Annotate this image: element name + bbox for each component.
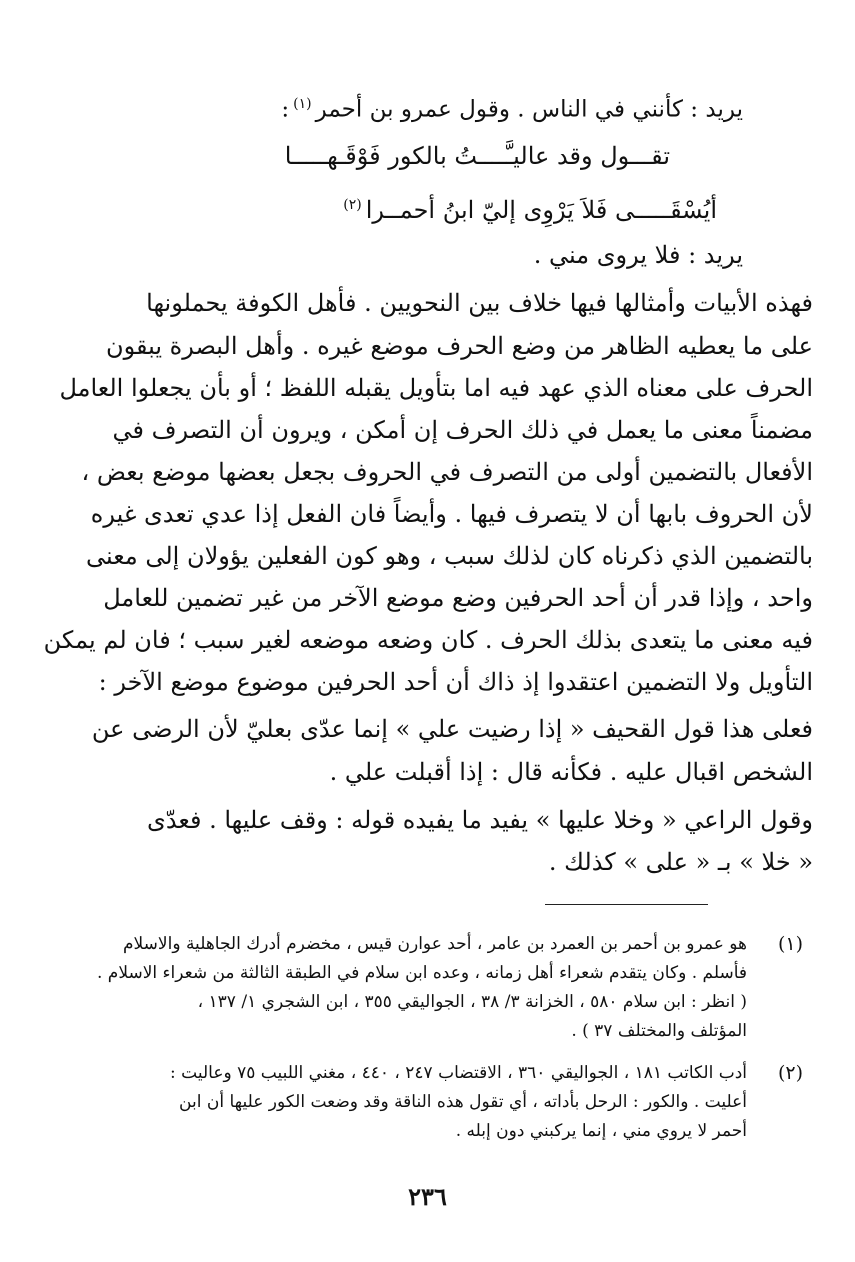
body-line: [106, 330, 813, 362]
footnote-1-line: [97, 961, 747, 985]
body-line-text: بالتضمين الذي ذكرناه كان لذلك سبب ، وهو كون الفعلين يؤولان إلى معنى: [86, 542, 813, 570]
body-line: [113, 414, 813, 446]
body-line-text: الحرف على معناه الذي عهد فيه اما بتأويل يقبله اللفظ ؛ أو بأن يجعلوا العامل: [59, 374, 813, 402]
body-line-text: مضمناً معنى ما يعمل في ذلك الحرف إن أمكن ، ويرون أن التصرف في: [112, 416, 813, 444]
body-line: [147, 804, 813, 836]
footnote-1-line: [123, 932, 747, 956]
body-line-text: فيه معنى ما يتعدى بذلك الحرف . كان وضعه موضعه لغير سبب ؛ فان لم يمكن: [43, 626, 813, 654]
body-line: [146, 287, 813, 319]
page-number: ٢٣٦: [408, 1182, 447, 1211]
footnote-text: المؤتلف والمختلف ٣٧ ) .: [571, 1021, 747, 1041]
verse-line-2: [339, 189, 717, 226]
footnote-1-line: [198, 990, 747, 1014]
body-line-text: الشخص اقبال عليه . فكأنه قال : إذا أقبلت علي .: [329, 758, 813, 786]
footnote-text: أعليت . والكور : الرحل بأداته ، أي تقول هذه الناقة وقد وضعت الكور عليها أن ابن: [179, 1092, 747, 1112]
verse-line-1: [285, 140, 670, 172]
body-line-text: لأن الحروف بابها أن لا يتصرف فيها . وأيضاً فان الفعل إذا عدي تعدى غيره: [90, 500, 813, 528]
footnote-2-line: [170, 1061, 747, 1085]
quote-line-4-text: يريد : فلا يروى مني .: [533, 241, 743, 269]
footnote-ref-1: (١): [293, 96, 312, 112]
footnote-separator: [545, 904, 708, 905]
body-line-text: فعلى هذا قول القحيف « إذا رضيت علي » إنما عدّى بعليّ لأن الرضى عن: [91, 715, 813, 743]
body-line-text: الأفعال بالتضمين أولى من التصرف في الحروف بجعل بعضها موضع بعض ،: [81, 458, 813, 486]
quote-line-1-text: يريد : كأنني في الناس . وقول عمرو بن أحمر: [315, 96, 743, 123]
body-line: [549, 846, 813, 878]
footnote-text: أحمر لا يروي مني ، إنما يركبني دون إبله .: [455, 1121, 747, 1141]
footnote-1-marker: (١): [777, 933, 803, 955]
body-line: [59, 372, 813, 404]
footnote-2-line: [456, 1119, 747, 1143]
body-line: [91, 498, 813, 530]
body-line-text: واحد ، وإذا قدر أن أحد الحرفين وضع موضع الآخر من غير تضمين للعامل: [103, 584, 813, 612]
footnote-ref-2: (٢): [343, 197, 362, 213]
footnote-text: أدب الكاتب ١٨١ ، الجواليقي ٣٦٠ ، الاقتضاب ٢٤٧ ، ٤٤٠ ، مغني اللبيب ٧٥ وعاليت :: [170, 1063, 747, 1083]
footnote-text: هو عمرو بن أحمر بن العمرد بن عامر ، أحد عوارن قيس ، مخضرم أدرك الجاهلية والاسلام: [123, 934, 747, 954]
quote-line-4: [534, 239, 743, 271]
body-line-text: « خلا » بـ « على » كذلك .: [548, 848, 813, 876]
body-line: [330, 756, 813, 788]
footnote-2-marker: (٢): [777, 1062, 803, 1084]
quote-line-1-colon: :: [281, 96, 290, 123]
footnote-text: فأسلم . وكان يتقدم شعراء أهل زمانه ، وعده ابن سلام في الطبقة الثالثة من شعراء الاسلام .: [96, 963, 747, 983]
verse-2-text: أيُسْقَـــــى فَلاَ يَرْوِى إليّ ابنُ أحمــرا: [365, 196, 717, 224]
body-line: [103, 582, 813, 614]
footnote-text: ( انظر : ابن سلام ٥٨٠ ، الخزانة ٣/ ٣٨ ، الجواليقي ٣٥٥ ، ابن الشجري ١/ ١٣٧ ،: [197, 992, 747, 1012]
body-line-text: التأويل ولا التضمين اعتقدوا إذ ذاك أن أحد الحرفين موضوع موضع الآخر :: [98, 668, 813, 696]
body-line: [44, 624, 813, 656]
footnote-1-line: [571, 1019, 747, 1043]
footnote-2-line: [179, 1090, 747, 1114]
verse-1-text: تقـــول وقد عاليـَّــــتُ بالكور فَوْقَـهـــــا: [284, 142, 670, 170]
body-line: [86, 540, 813, 572]
body-line-text: وقول الراعي « وخلا عليها » يفيد ما يفيده قوله : وقف عليها . فعدّى: [147, 806, 813, 834]
body-line: [92, 713, 813, 745]
body-line-text: على ما يعطيه الظاهر من وضع الحرف موضع غيره . وأهل البصرة يبقون: [105, 332, 813, 360]
body-line-text: فهذه الأبيات وأمثالها فيها خلاف بين النحويين . فأهل الكوفة يحملونها: [146, 289, 813, 317]
body-line: [81, 456, 813, 488]
body-line: [99, 666, 813, 698]
